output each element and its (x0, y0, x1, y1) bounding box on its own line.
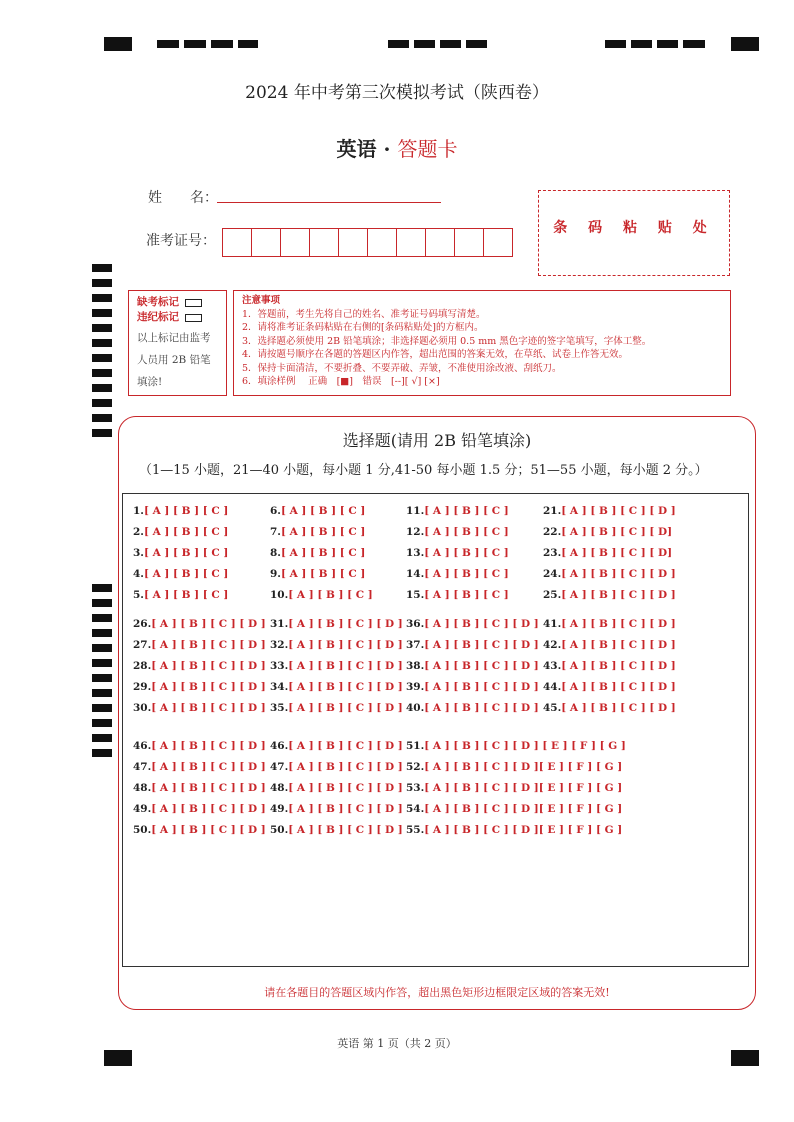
question-item[interactable] (543, 568, 676, 580)
question-number: 3. (133, 547, 144, 559)
answer-options[interactable]: [ A ] [ B ] [ C ] [ D ][ E ] [ F ] [ G ] (424, 803, 623, 815)
answer-options[interactable]: [ A ] [ B ] [ C ] [ D ] (561, 702, 676, 714)
question-item[interactable] (406, 505, 509, 517)
question-item[interactable] (270, 526, 365, 538)
question-item[interactable] (270, 589, 373, 601)
exam-id-digit-box[interactable] (339, 229, 368, 256)
question-item[interactable] (543, 526, 672, 538)
side-timing-mark (92, 279, 112, 287)
answer-options[interactable]: [ A ] [ B ] [ C ] (143, 505, 229, 517)
answer-options[interactable]: [ A ] [ B ] [ C ] [ D ] (151, 660, 266, 672)
answer-options[interactable]: [ A ] [ B ] [ C ] [ D ] (424, 660, 539, 672)
question-number: 50. (133, 824, 152, 836)
question-number: 49. (133, 803, 152, 815)
question-number: 44. (543, 681, 562, 693)
question-item[interactable] (406, 547, 509, 559)
name-input-line[interactable] (217, 202, 441, 203)
question-number: 12. (406, 526, 425, 538)
answer-options[interactable]: [ A ] [ B ] [ C ] [ D ] (288, 618, 403, 630)
question-item[interactable] (406, 824, 622, 836)
side-timing-mark (92, 294, 112, 302)
proctor-note: 以上标记由监考人员用 2B 铅笔填涂! (137, 332, 211, 388)
question-number: 47. (270, 761, 289, 773)
question-number: 48. (133, 782, 152, 794)
answer-options[interactable]: [ A ] [ B ] [ C ] [ D ][ E ] [ F ] [ G ] (424, 782, 623, 794)
exam-id-boxes (222, 228, 513, 257)
answer-options[interactable]: [ A ] [ B ] [ C ] [ D ] (288, 660, 403, 672)
question-item[interactable] (133, 547, 228, 559)
question-number: 39. (406, 681, 425, 693)
answer-options[interactable]: [ A ] [ B ] [ C ] [ D] (561, 547, 673, 559)
question-item[interactable] (543, 618, 676, 630)
timing-mark (657, 40, 678, 48)
question-item[interactable] (133, 618, 266, 630)
answer-options[interactable]: [ A ] [ B ] [ C ] [ D ] (561, 568, 676, 580)
question-item[interactable] (133, 526, 228, 538)
question-item[interactable] (133, 589, 228, 601)
answer-options[interactable]: [ A ] [ B ] [ C ] [ D ] (561, 660, 676, 672)
exam-id-digit-box[interactable] (397, 229, 426, 256)
question-number: 41. (543, 618, 562, 630)
answer-options[interactable]: [ A ] [ B ] [ C ] [ D ] (151, 782, 266, 794)
question-item[interactable] (543, 702, 676, 714)
answer-region-warning: 请在各题目的答题区域内作答，超出黑色矩形边框限定区域的答案无效! (264, 986, 610, 999)
question-item[interactable] (133, 639, 266, 651)
side-timing-mark (92, 689, 112, 697)
answer-options[interactable]: [ A ] [ B ] [ C ] [ D ] (424, 681, 539, 693)
question-item[interactable] (270, 824, 403, 836)
side-timing-mark (92, 324, 112, 332)
corner-mark-top-left (104, 37, 132, 51)
side-timing-mark (92, 354, 112, 362)
side-timing-mark (92, 369, 112, 377)
name-label: 姓 名： (148, 190, 218, 206)
question-item[interactable] (406, 618, 539, 630)
question-item[interactable] (406, 702, 539, 714)
timing-mark (605, 40, 626, 48)
timing-mark (440, 40, 461, 48)
exam-id-digit-box[interactable] (223, 229, 252, 256)
answer-options[interactable]: [ A ] [ B ] [ C ] [ D ] (561, 618, 676, 630)
question-item[interactable] (406, 803, 622, 815)
side-timing-mark (92, 749, 112, 757)
answer-options[interactable]: [ A ] [ B ] [ C ] [ D ] (151, 761, 266, 773)
instruction-item: 6．填涂样例 正确 [■] 错误 [--][ √] [×] (242, 376, 440, 387)
answer-options[interactable]: [ A ] [ B ] [ C ] [ D ] (288, 824, 403, 836)
question-item[interactable] (133, 740, 266, 752)
exam-id-digit-box[interactable] (426, 229, 455, 256)
answer-options[interactable]: [ A ] [ B ] [ C ] [ D ] (288, 740, 403, 752)
answer-options[interactable]: [ A ] [ B ] [ C ] [ D ] (424, 618, 539, 630)
answer-options[interactable]: [ A ] [ B ] [ C ] (143, 568, 229, 580)
side-timing-mark (92, 674, 112, 682)
instructions-box (233, 290, 731, 396)
question-item[interactable] (133, 568, 228, 580)
side-timing-mark (92, 384, 112, 392)
side-timing-mark (92, 429, 112, 437)
answer-options[interactable]: [ A ] [ B ] [ C ] [ D ] (561, 681, 676, 693)
question-number: 27. (133, 639, 152, 651)
question-item[interactable] (543, 547, 672, 559)
question-number: 42. (543, 639, 562, 651)
question-number: 13. (406, 547, 425, 559)
question-item[interactable] (406, 740, 626, 752)
question-number: 23. (543, 547, 562, 559)
answer-options[interactable]: [ A ] [ B ] [ C ] (424, 547, 509, 559)
side-timing-mark (92, 599, 112, 607)
question-number: 26. (133, 618, 152, 630)
instruction-item: 4．请按题号顺序在各题的答题区内作答，超出范围的答案无效，在草纸、试卷上作答无效。 (242, 349, 629, 360)
card-title (0, 133, 794, 162)
question-number: 7. (270, 526, 281, 538)
side-timing-mark (92, 309, 112, 317)
question-number: 55. (406, 824, 425, 836)
question-number: 48. (270, 782, 289, 794)
timing-mark (211, 40, 233, 48)
question-number: 22. (543, 526, 562, 538)
title-dot: · (383, 137, 391, 161)
timing-mark (683, 40, 705, 48)
side-timing-mark (92, 734, 112, 742)
question-number: 10. (270, 589, 289, 601)
question-number: 2. (133, 526, 144, 538)
question-number: 29. (133, 681, 152, 693)
timing-mark (414, 40, 435, 48)
answer-options[interactable]: [ A ] [ B ] [ C ] (280, 526, 366, 538)
answer-options[interactable]: [ A ] [ B ] [ C ] [ D ] (561, 589, 676, 601)
question-item[interactable] (133, 702, 266, 714)
question-number: 31. (270, 618, 289, 630)
question-item[interactable] (543, 505, 676, 517)
side-timing-mark (92, 614, 112, 622)
question-number: 53. (406, 782, 425, 794)
question-item[interactable] (406, 639, 539, 651)
subject-label: 英语 (336, 137, 377, 161)
question-item[interactable] (406, 681, 539, 693)
question-item[interactable] (270, 740, 403, 752)
question-number: 8. (270, 547, 281, 559)
answer-options[interactable]: [ A ] [ B ] [ C ] [ D ] (151, 803, 266, 815)
question-item[interactable] (133, 782, 266, 794)
answer-options[interactable]: [ A ] [ B ] [ C ] [ D ] (288, 681, 403, 693)
answer-options[interactable]: [ A ] [ B ] [ C ] [ D ][ E ] [ F ] [ G ] (424, 761, 623, 773)
question-number: 24. (543, 568, 562, 580)
violation-mark-label: 违纪标记 (137, 311, 179, 323)
answer-options[interactable]: [ A ] [ B ] [ C ] [ D ] (424, 639, 539, 651)
corner-mark-bottom-left (104, 1050, 132, 1066)
exam-id-label: 准考证号： (146, 233, 216, 249)
answer-options[interactable]: [ A ] [ B ] [ C ] (143, 589, 229, 601)
exam-title: 2024 年中考第三次模拟考试（陕西卷） (245, 83, 549, 103)
question-item[interactable] (406, 660, 539, 672)
question-number: 21. (543, 505, 562, 517)
question-number: 5. (133, 589, 144, 601)
side-timing-mark (92, 584, 112, 592)
question-number: 6. (270, 505, 281, 517)
question-item[interactable] (270, 618, 403, 630)
question-number: 28. (133, 660, 152, 672)
question-number: 15. (406, 589, 425, 601)
instructions-title: 注意事项 (242, 295, 281, 306)
question-number: 9. (270, 568, 281, 580)
exam-id-digit-box[interactable] (310, 229, 339, 256)
question-item[interactable] (270, 639, 403, 651)
question-number: 30. (133, 702, 152, 714)
corner-mark-top-right (731, 37, 759, 51)
exam-id-digit-box[interactable] (484, 229, 512, 256)
side-timing-mark (92, 644, 112, 652)
question-number: 36. (406, 618, 425, 630)
instruction-item: 2．请将准考证条码粘贴在右侧的[条码粘贴处]的方框内。 (242, 322, 484, 333)
question-item[interactable] (270, 761, 403, 773)
answer-options[interactable]: [ A ] [ B ] [ C ] (424, 589, 509, 601)
violation-mark-row (137, 310, 218, 325)
side-timing-mark (92, 659, 112, 667)
question-number: 1. (133, 505, 144, 517)
absence-mark-box (128, 290, 227, 396)
question-item[interactable] (406, 761, 622, 773)
question-number: 14. (406, 568, 425, 580)
side-timing-mark (92, 414, 112, 422)
answer-options[interactable]: [ A ] [ B ] [ C ] [ D ] (288, 803, 403, 815)
question-number: 38. (406, 660, 425, 672)
question-item[interactable] (133, 803, 266, 815)
missing-mark-checkbox[interactable] (185, 299, 202, 307)
question-number: 25. (543, 589, 562, 601)
answer-options[interactable]: [ A ] [ B ] [ C ] (143, 547, 229, 559)
question-item[interactable] (270, 660, 403, 672)
question-item[interactable] (270, 681, 403, 693)
answer-options[interactable]: [ A ] [ B ] [ C ] (424, 505, 509, 517)
side-timing-mark (92, 719, 112, 727)
answer-options[interactable]: [ A ] [ B ] [ C ] [ D ] (288, 761, 403, 773)
question-number: 45. (543, 702, 562, 714)
violation-mark-checkbox[interactable] (185, 314, 202, 322)
question-number: 54. (406, 803, 425, 815)
question-item[interactable] (270, 505, 365, 517)
question-item[interactable] (543, 660, 676, 672)
instruction-item: 3．选择题必须使用 2B 铅笔填涂；非选择题必须用 0.5 mm 黑色字迹的签字笔填写，字体工整。 (242, 335, 652, 347)
timing-mark (238, 40, 258, 48)
barcode-label: 条 码 粘 贴 处 (553, 220, 715, 236)
answer-options[interactable]: [ A ] [ B ] [ C ] [ D ] (561, 639, 676, 651)
side-timing-mark (92, 399, 112, 407)
question-item[interactable] (543, 681, 676, 693)
answer-options[interactable]: [ A ] [ B ] [ C ] (280, 505, 366, 517)
section-description: （1—15 小题，21—40 小题，每小题 1 分,41-50 每小题 1.5 分；51—55 小题，每小题 2 分。） (139, 463, 708, 478)
answer-options[interactable]: [ A ] [ B ] [ C ] [ D ][ E ] [ F ] [ G ] (424, 824, 623, 836)
answer-options[interactable]: [ A ] [ B ] [ C ] [ D] (561, 526, 673, 538)
question-item[interactable] (133, 505, 228, 517)
timing-mark (157, 40, 179, 48)
exam-id-digit-box[interactable] (252, 229, 281, 256)
side-timing-mark (92, 264, 112, 272)
question-item[interactable] (543, 589, 676, 601)
question-number: 32. (270, 639, 289, 651)
answer-options[interactable]: [ A ] [ B ] [ C ] [ D ] (151, 618, 266, 630)
question-number: 34. (270, 681, 289, 693)
answer-options[interactable]: [ A ] [ B ] [ C ] [ D ] (288, 702, 403, 714)
question-number: 35. (270, 702, 289, 714)
missing-mark-label: 缺考标记 (137, 296, 179, 308)
answer-options[interactable]: [ A ] [ B ] [ C ] [ D ] (288, 782, 403, 794)
question-item[interactable] (270, 702, 403, 714)
section-title: 选择题(请用 2B 铅笔填涂) (342, 431, 532, 450)
question-item[interactable] (270, 803, 403, 815)
timing-mark (631, 40, 652, 48)
question-item[interactable] (133, 824, 266, 836)
answer-options[interactable]: [ A ] [ B ] [ C ] [ D ] (151, 740, 266, 752)
side-timing-mark (92, 704, 112, 712)
question-number: 49. (270, 803, 289, 815)
timing-mark (184, 40, 206, 48)
instruction-item: 5．保持卡面清洁，不要折叠、不要弄破、弄皱，不准使用涂改液、刮纸刀。 (242, 362, 562, 374)
question-number: 11. (406, 505, 425, 517)
answer-region (122, 493, 749, 967)
answer-options[interactable]: [ A ] [ B ] [ C ] [ D ] (561, 505, 676, 517)
answer-options[interactable]: [ A ] [ B ] [ C ] [ D ] (424, 702, 539, 714)
exam-id-digit-box[interactable] (368, 229, 397, 256)
instruction-item: 1．答题前，考生先将自己的姓名、准考证号码填写清楚。 (242, 308, 486, 320)
answer-options[interactable]: [ A ] [ B ] [ C ] [ D ] (151, 639, 266, 651)
question-item[interactable] (133, 681, 266, 693)
question-number: 47. (133, 761, 152, 773)
answer-options[interactable]: [ A ] [ B ] [ C ] (288, 589, 373, 601)
question-item[interactable] (133, 761, 266, 773)
answer-options[interactable]: [ A ] [ B ] [ C ] (143, 526, 229, 538)
exam-id-digit-box[interactable] (281, 229, 310, 256)
side-timing-mark (92, 339, 112, 347)
timing-mark (466, 40, 487, 48)
question-number: 43. (543, 660, 562, 672)
side-timing-mark (92, 629, 112, 637)
answer-options[interactable]: [ A ] [ B ] [ C ] [ D ] (151, 702, 266, 714)
answer-options[interactable]: [ A ] [ B ] [ C ] [ D ] [ E ] [ F ] [ G ] (424, 740, 626, 752)
answer-options[interactable]: [ A ] [ B ] [ C ] [ D ] (151, 824, 266, 836)
question-item[interactable] (406, 526, 509, 538)
question-item[interactable] (270, 568, 365, 580)
question-number: 40. (406, 702, 425, 714)
question-item[interactable] (543, 639, 676, 651)
page-number: 英语 第 1 页（共 2 页） (337, 1037, 457, 1050)
question-number: 33. (270, 660, 289, 672)
answer-options[interactable]: [ A ] [ B ] [ C ] (424, 568, 509, 580)
question-number: 4. (133, 568, 144, 580)
answer-options[interactable]: [ A ] [ B ] [ C ] (280, 568, 366, 580)
answer-options[interactable]: [ A ] [ B ] [ C ] (424, 526, 509, 538)
question-number: 51. (406, 740, 425, 752)
answer-options[interactable]: [ A ] [ B ] [ C ] [ D ] (151, 681, 266, 693)
missing-mark-row (137, 295, 218, 310)
answer-options[interactable]: [ A ] [ B ] [ C ] (280, 547, 366, 559)
question-item[interactable] (406, 589, 509, 601)
question-number: 52. (406, 761, 425, 773)
question-number: 46. (270, 740, 289, 752)
question-item[interactable] (270, 547, 365, 559)
answer-card-label: 答题卡 (397, 137, 458, 161)
question-item[interactable] (270, 782, 403, 794)
question-item[interactable] (406, 782, 622, 794)
question-number: 46. (133, 740, 152, 752)
timing-mark (388, 40, 409, 48)
barcode-area (538, 190, 730, 276)
question-item[interactable] (133, 660, 266, 672)
corner-mark-bottom-right (731, 1050, 759, 1066)
question-number: 37. (406, 639, 425, 651)
question-number: 50. (270, 824, 289, 836)
answer-options[interactable]: [ A ] [ B ] [ C ] [ D ] (288, 639, 403, 651)
question-item[interactable] (406, 568, 509, 580)
exam-id-digit-box[interactable] (455, 229, 484, 256)
